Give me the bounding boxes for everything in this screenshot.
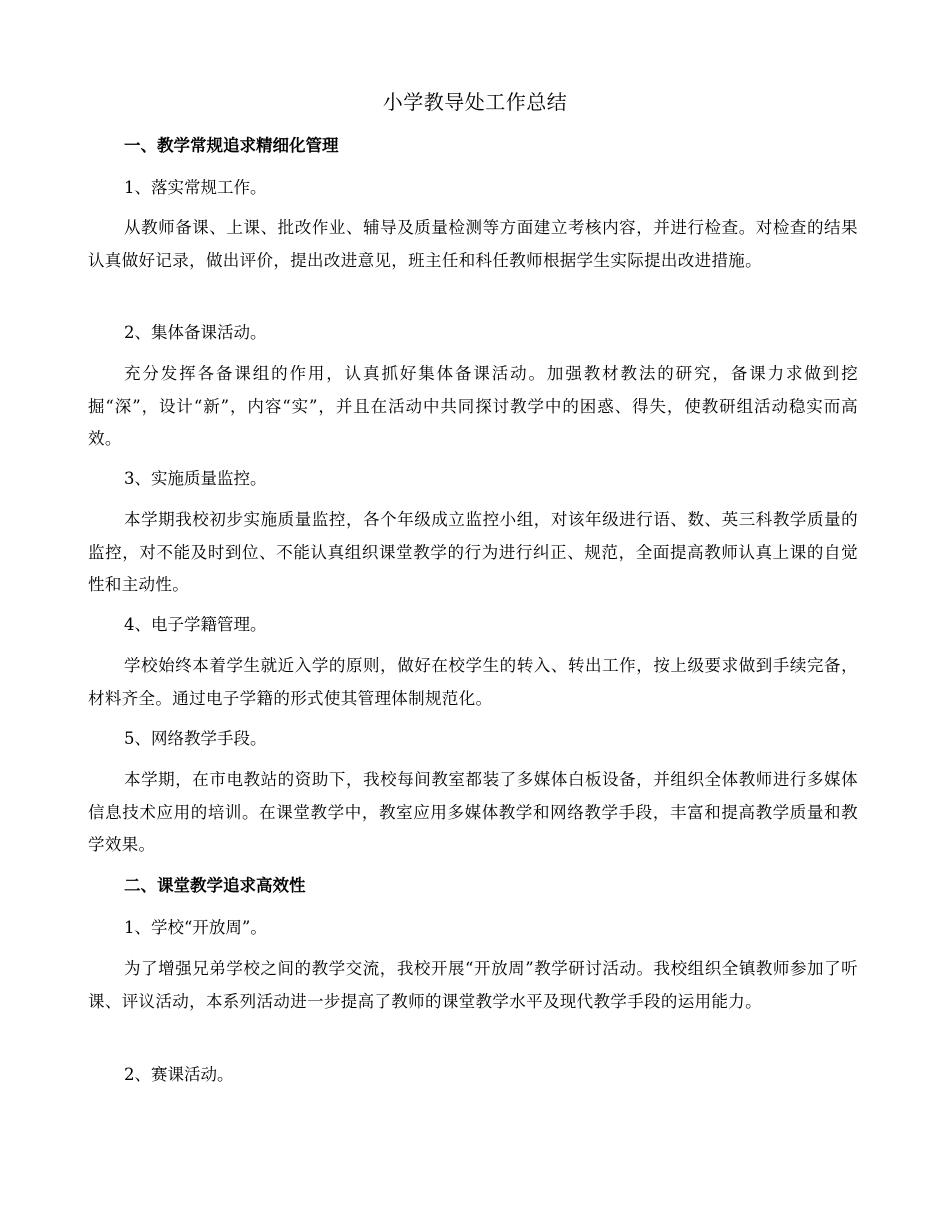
item-heading-1-1: 1、落实常规工作。 <box>124 178 267 197</box>
section-heading-2: 二、课堂教学追求高效性 <box>124 876 306 895</box>
paragraph-1-4: 学校始终本着学生就近入学的原则，做好在校学生的转入、转出工作，按上级要求做到手续完备，材料齐全。通过电子学籍的形式使其管理体制规范化。 <box>88 656 858 708</box>
item-heading-1-5: 5、网络教学手段。 <box>124 729 267 748</box>
item-heading-1-3: 3、实施质量监控。 <box>124 469 267 488</box>
section-heading-1: 一、教学常规追求精细化管理 <box>124 136 339 155</box>
item-heading-2-1: 1、学校“开放周”。 <box>124 918 267 937</box>
paragraph-1-1: 从教师备课、上课、批改作业、辅导及质量检测等方面建立考核内容，并进行检查。对检查的结果认真做好记录，做出评价，提出改进意见，班主任和科任教师根据学生实际提出改进措施。 <box>88 218 858 270</box>
paragraph-1-5: 本学期，在市电教站的资助下，我校每间教室都装了多媒体白板设备，并组织全体教师进行多媒体信息技术应用的培训。在课堂教学中，教室应用多媒体教学和网络教学手段，丰富和提高教学质量和教学效果。 <box>88 770 858 854</box>
document-title: 小学教导处工作总结 <box>382 90 568 114</box>
item-heading-2-2: 2、赛课活动。 <box>124 1065 234 1084</box>
item-heading-1-4: 4、电子学籍管理。 <box>124 615 267 634</box>
paragraph-2-1: 为了增强兄弟学校之间的教学交流，我校开展“开放周”教学研讨活动。我校组织全镇教师参加了听课、评议活动，本系列活动进一步提高了教师的课堂教学水平及现代教学手段的运用能力。 <box>88 959 858 1011</box>
item-heading-1-2: 2、集体备课活动。 <box>124 323 267 342</box>
paragraph-1-3: 本学期我校初步实施质量监控，各个年级成立监控小组，对该年级进行语、数、英三科教学质量的监控，对不能及时到位、不能认真组织课堂教学的行为进行纠正、规范，全面提高教师认真上课的自觉性和主动性。 <box>88 510 858 594</box>
paragraph-1-2: 充分发挥各备课组的作用，认真抓好集体备课活动。加强教材教法的研究，备课力求做到挖掘“深”，设计“新”，内容“实”，并且在活动中共同探讨教学中的困惑、得失，使教研组活动稳实而高效。 <box>88 364 858 448</box>
